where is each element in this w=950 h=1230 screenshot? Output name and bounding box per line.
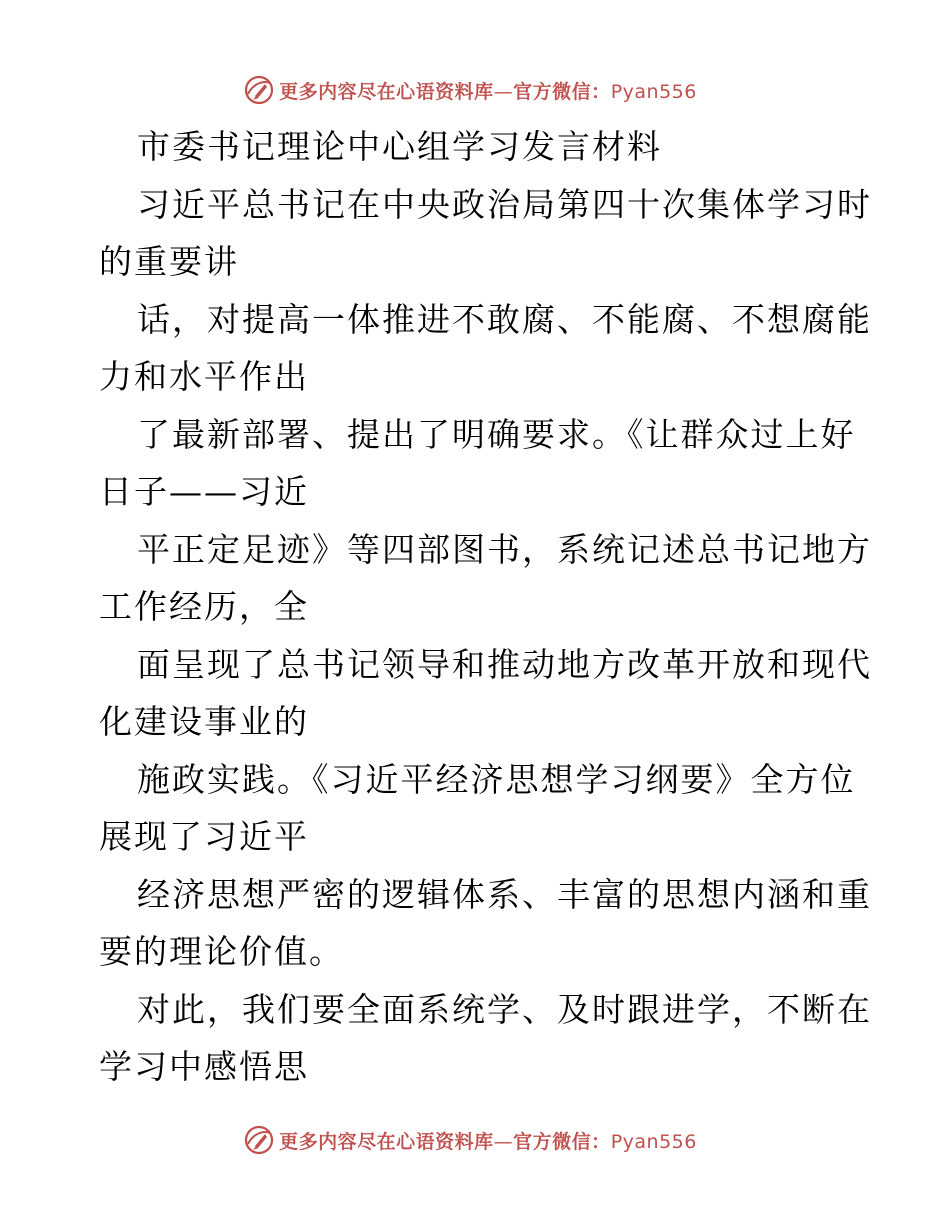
text-line: 日子——习近: [99, 472, 309, 511]
text-line: 施政实践。《习近平经济思想学习纲要》全方位: [137, 759, 856, 799]
banner-text: [279, 77, 697, 104]
footer-banner: [0, 1120, 950, 1160]
text-line: 的重要讲: [99, 242, 239, 281]
banner-wechat-label: 官方微信：: [513, 80, 611, 103]
pen-nib-logo-icon: [243, 74, 275, 106]
banner-content: [243, 74, 697, 106]
text-line: 力和水平作出: [99, 357, 309, 396]
banner-dash: —: [493, 1130, 514, 1153]
text-line: 习近平总书记在中央政治局第四十次集体学习时: [137, 184, 872, 224]
banner-text: [279, 1127, 697, 1154]
text-line: 学习中感悟思: [99, 1047, 309, 1086]
text-line: 市委书记理论中心组学习发言材料: [137, 127, 662, 166]
banner-wechat-label: 官方微信：: [513, 1130, 611, 1153]
document-body: [99, 118, 872, 1096]
text-line: 工作经历，全: [99, 587, 309, 626]
text-line: 对此，我们要全面系统学、及时跟进学，不断在: [137, 989, 872, 1029]
banner-wechat-id: Pyan556: [610, 1130, 697, 1153]
text-line: 展现了习近平: [99, 817, 309, 856]
text-line: 化建设事业的: [99, 702, 309, 741]
banner-dash: —: [493, 80, 514, 103]
text-line: 平正定足迹》等四部图书，系统记述总书记地方: [137, 529, 872, 569]
banner-title: 更多内容尽在心语资料库: [279, 1130, 494, 1153]
banner-wechat-id: Pyan556: [610, 80, 697, 103]
text-line: 面呈现了总书记领导和推动地方改革开放和现代: [137, 644, 872, 684]
header-banner: [0, 70, 950, 110]
text-line: 要的理论价值。: [99, 932, 344, 971]
banner-title: 更多内容尽在心语资料库: [279, 80, 494, 103]
pen-nib-logo-icon: [243, 1124, 275, 1156]
text-line: 话，对提高一体推进不敢腐、不能腐、不想腐能: [137, 299, 872, 339]
banner-content: [243, 1124, 697, 1156]
text-line: 经济思想严密的逻辑体系、丰富的思想内涵和重: [137, 874, 872, 914]
text-line: 了最新部署、提出了明确要求。《让群众过上好: [137, 414, 856, 454]
